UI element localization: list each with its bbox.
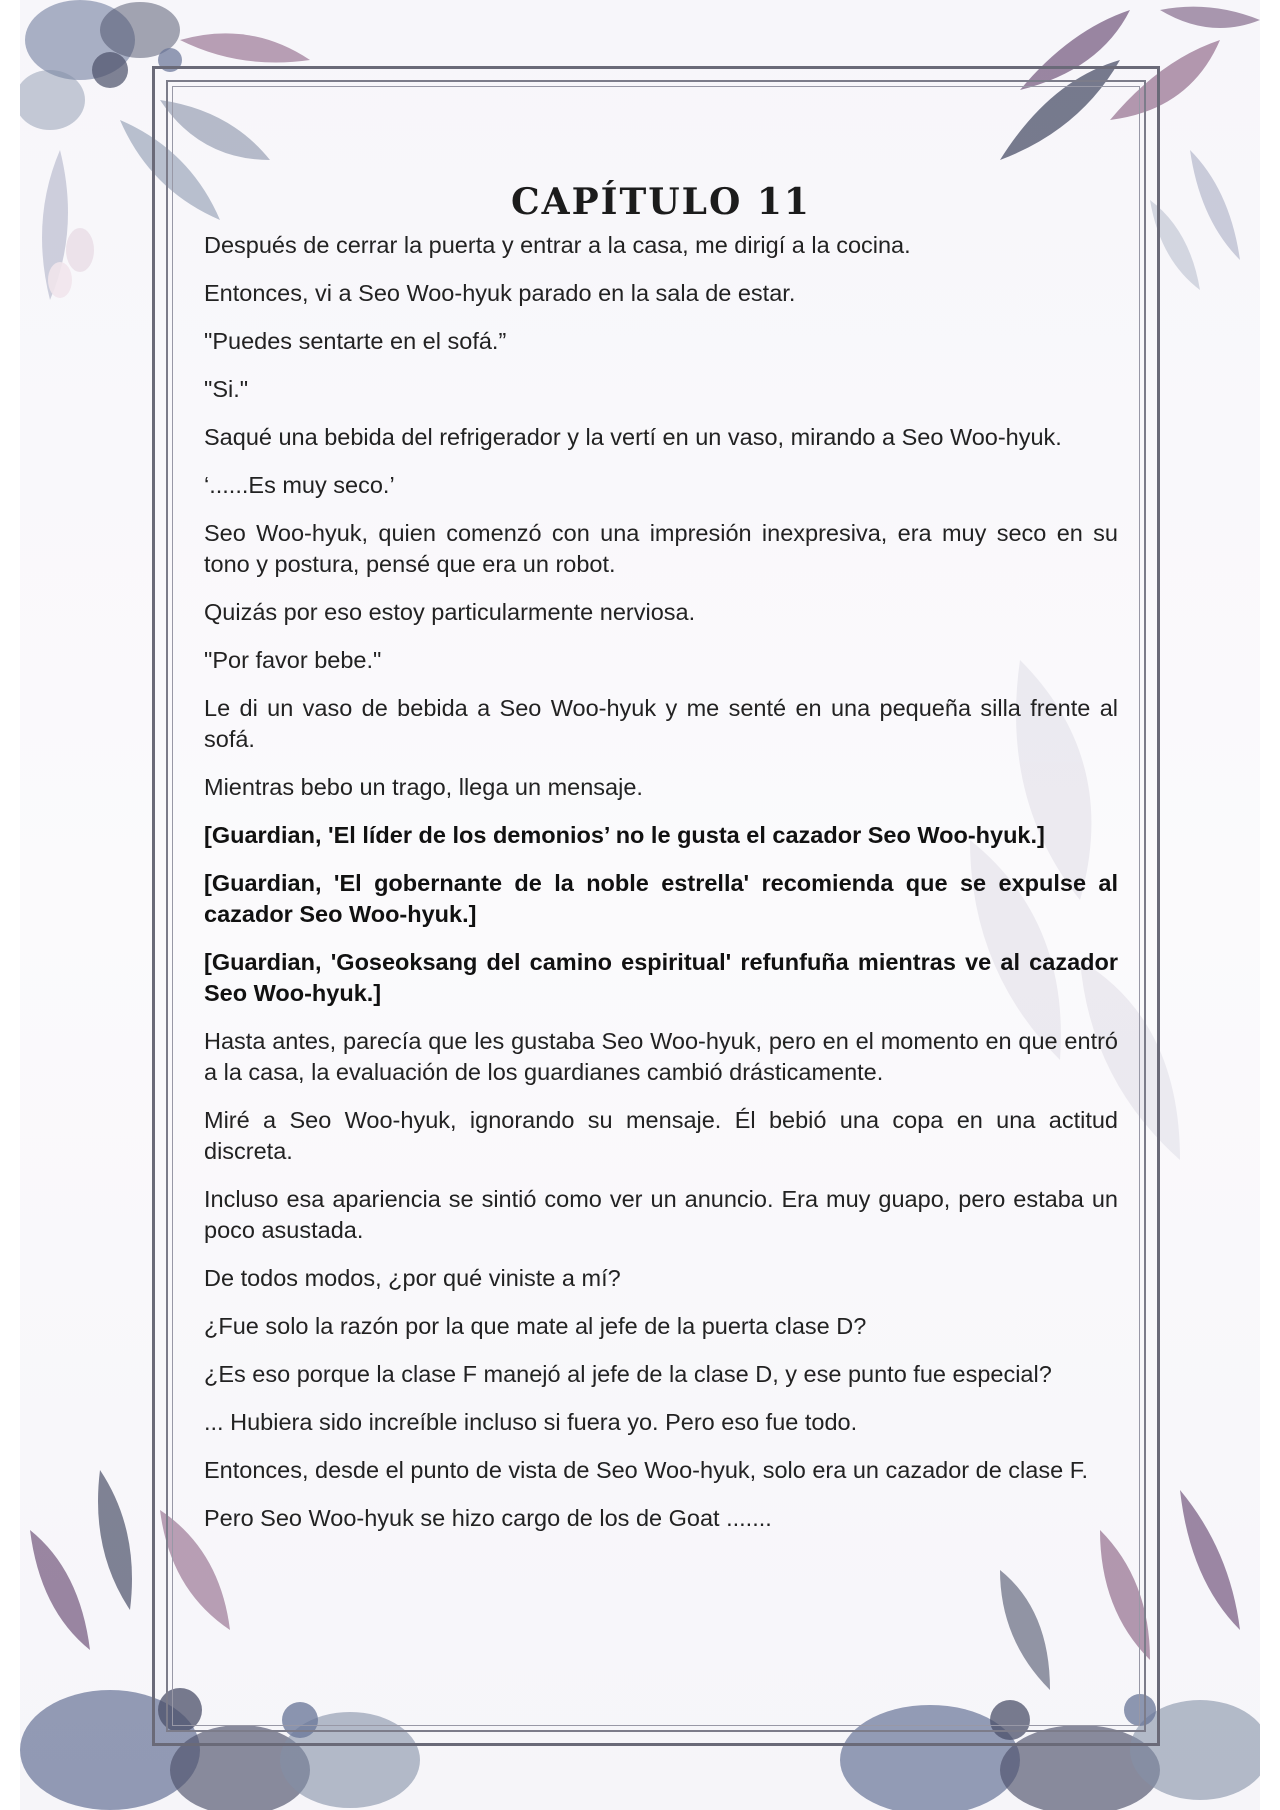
body-paragraph: Pero Seo Woo-hyuk se hizo cargo de los de Goat .......: [204, 1505, 772, 1531]
body-paragraph: Seo Woo-hyuk, quien comenzó con una impresión inexpresiva, era muy seco en su tono y postura, pensé que era un robot.: [204, 520, 1118, 577]
body-paragraph: "Puedes sentarte en el sofá.”: [204, 328, 507, 354]
body-paragraph: De todos modos, ¿por qué viniste a mí?: [204, 1265, 621, 1291]
body-paragraph: ... Hubiera sido increíble incluso si fuera yo. Pero eso fue todo.: [204, 1409, 858, 1435]
body-paragraph: Entonces, desde el punto de vista de Seo Woo-hyuk, solo era un cazador de clase F.: [204, 1457, 1088, 1483]
guardian-message-paragraph: [Guardian, 'Goseoksang del camino espiritual' refunfuña mientras ve al cazador Seo Woo-hyuk.]: [204, 949, 1118, 1006]
body-paragraph: Saqué una bebida del refrigerador y la vertí en un vaso, mirando a Seo Woo-hyuk.: [204, 424, 1062, 450]
body-paragraph: Entonces, vi a Seo Woo-hyuk parado en la sala de estar.: [204, 280, 796, 306]
body-paragraph: Mientras bebo un trago, llega un mensaje.: [204, 774, 643, 800]
guardian-message-paragraph: [Guardian, 'El gobernante de la noble estrella' recomienda que se expulse al cazador Seo Woo-hyuk.]: [204, 870, 1118, 927]
body-paragraph: Hasta antes, parecía que les gustaba Seo Woo-hyuk, pero en el momento en que entró a la casa, la evaluación de los guardianes cambió drásticamente.: [204, 1028, 1118, 1085]
chapter-content: [204, 180, 1118, 1551]
body-paragraph: Miré a Seo Woo-hyuk, ignorando su mensaje. Él bebió una copa en una actitud discreta.: [204, 1107, 1118, 1164]
document-page: [20, 0, 1260, 1810]
body-paragraph: Después de cerrar la puerta y entrar a la casa, me dirigí a la cocina.: [204, 232, 911, 258]
body-paragraph: Quizás por eso estoy particularmente nerviosa.: [204, 599, 696, 625]
body-paragraph: "Si.": [204, 376, 249, 402]
body-paragraph: "Por favor bebe.": [204, 647, 382, 673]
guardian-message-paragraph: [Guardian, 'El líder de los demonios’ no le gusta el cazador Seo Woo-hyuk.]: [204, 822, 1045, 848]
paragraph-list: [204, 230, 1118, 1534]
body-paragraph: ¿Fue solo la razón por la que mate al jefe de la puerta clase D?: [204, 1313, 867, 1339]
chapter-title: CAPÍTULO 11: [511, 181, 811, 223]
body-paragraph: Incluso esa apariencia se sintió como ver un anuncio. Era muy guapo, pero estaba un poco asustada.: [204, 1186, 1118, 1243]
body-paragraph: ¿Es eso porque la clase F manejó al jefe de la clase D, y ese punto fue especial?: [204, 1361, 1052, 1387]
body-paragraph: ‘......Es muy seco.’: [204, 472, 395, 498]
body-paragraph: Le di un vaso de bebida a Seo Woo-hyuk y me senté en una pequeña silla frente al sofá.: [204, 695, 1118, 752]
